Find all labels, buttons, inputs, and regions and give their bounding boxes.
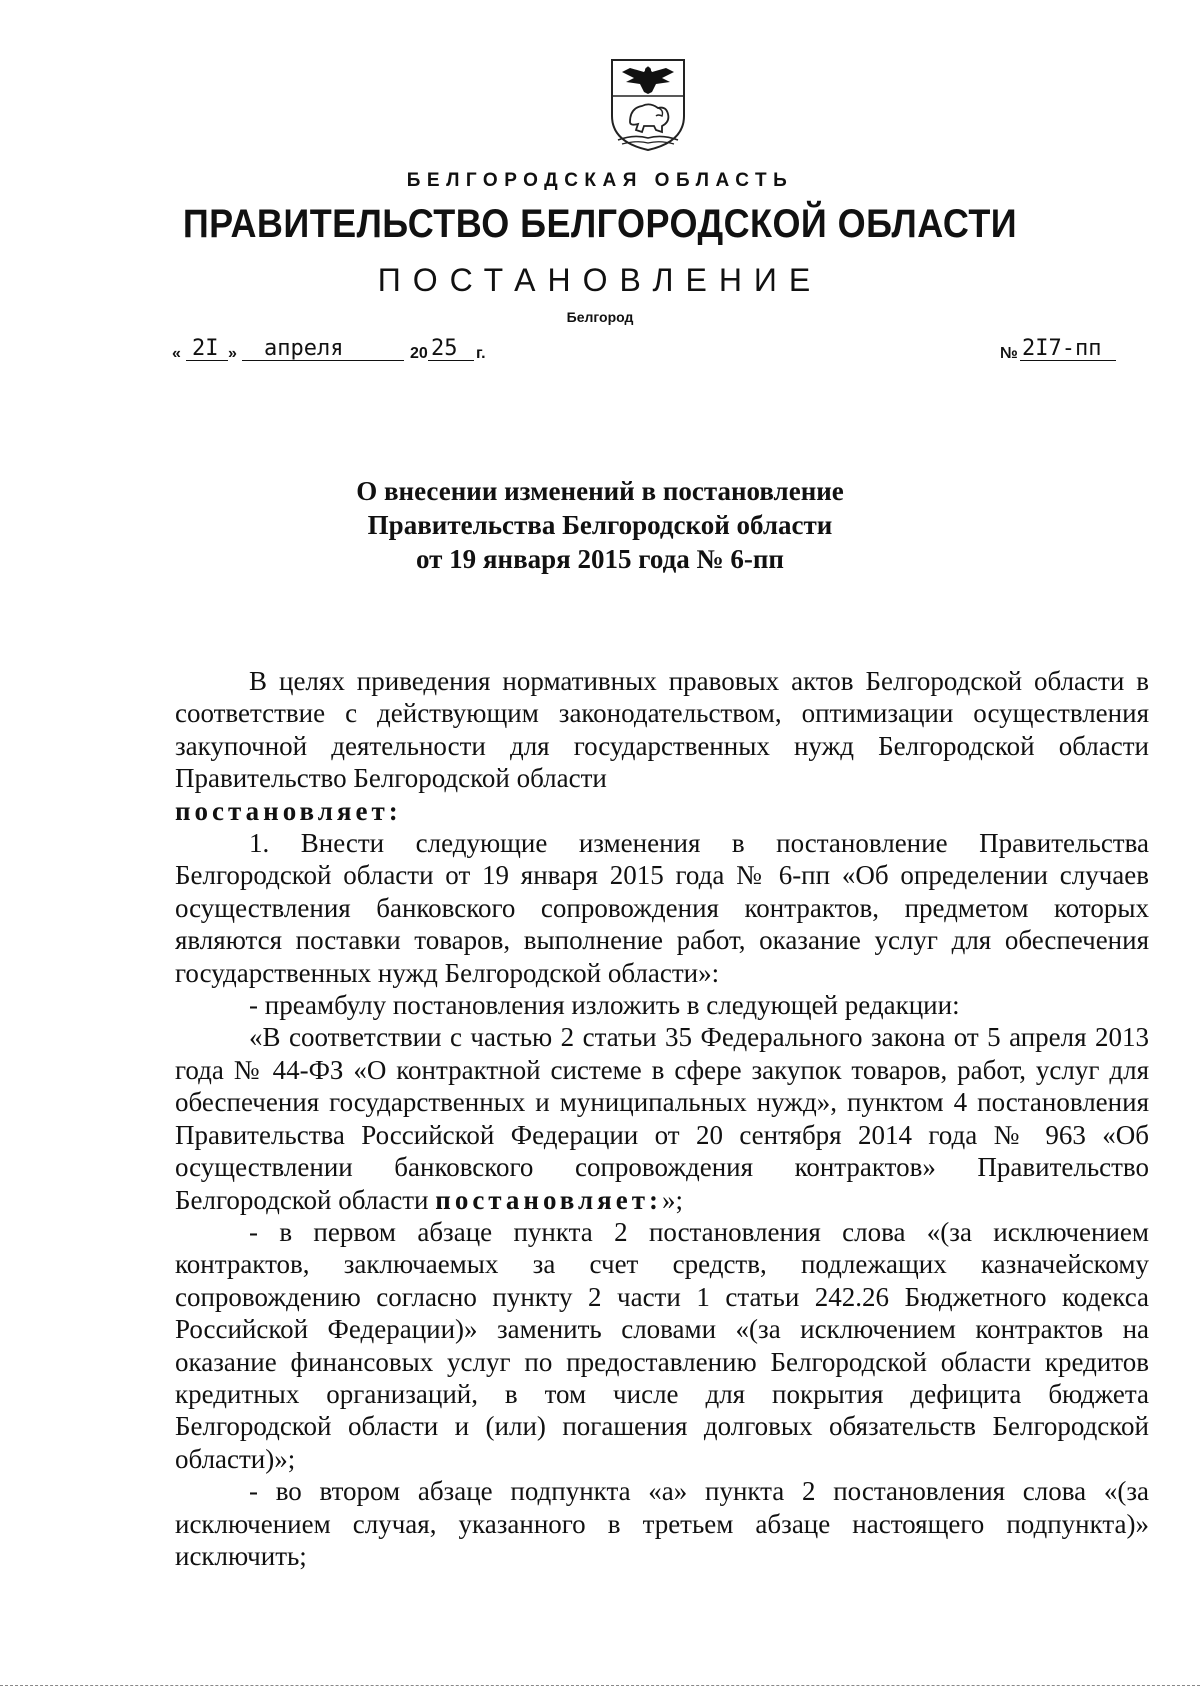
- region-name: БЕЛГОРОДСКАЯ ОБЛАСТЬ: [406, 170, 794, 191]
- paragraph-preamble-change: - преамбулу постановления изложить в следующей редакции:: [249, 990, 960, 1021]
- paragraph-subpoint-a-change: - во втором абзаце подпункта «а» пункта 2 постановления слова «(за исключением случая, указанного в третьем абзаце настоящего подпункта)» исключить;: [175, 1476, 1149, 1571]
- number-value: 2I7-пп: [1022, 336, 1102, 361]
- new-preamble-text: «В соответствии с частью 2 статьи 35 Федерального закона от 5 апреля 2013 года № 44-ФЗ «О контрактной системе в сфере закупок товаров, работ, услуг для обеспечения государственных и муниципальных нужд», пунктом 4 постановления Правительства Российской Федерации от 20 сентября 2014 года № 963 «Об осуществлении банковского сопровождения контрактов» Правительство Белгородской области: [175, 1022, 1149, 1215]
- subject-line-1: О внесении изменений в постановление: [356, 476, 844, 506]
- date-close-quote: »: [228, 345, 237, 362]
- date-year-mark: г.: [476, 345, 486, 362]
- coat-of-arms-icon: [600, 56, 696, 152]
- document-body: [175, 665, 1149, 1572]
- new-preamble-decree-word: постановляет:: [435, 1184, 663, 1215]
- paragraph-preamble: [175, 665, 1149, 827]
- document-subject: [0, 474, 1200, 576]
- page-bottom-divider: [0, 1685, 1200, 1686]
- date-day: 2I: [192, 336, 219, 361]
- paragraph-new-preamble: [175, 1021, 1149, 1215]
- decree-word: постановляет:: [175, 795, 402, 826]
- date-month: апреля: [264, 336, 344, 361]
- document-number: [1000, 336, 1150, 366]
- number-underline: [1020, 360, 1116, 361]
- date-open-quote: «: [172, 345, 181, 362]
- subject-line-3: от 19 января 2015 года № 6-пп: [416, 544, 784, 574]
- date-year-underline: [428, 360, 474, 361]
- date-day-underline: [186, 360, 228, 361]
- date-year-prefix: 20: [410, 345, 428, 362]
- document-type: ПОСТАНОВЛЕНИЕ: [377, 262, 823, 298]
- document-date: [172, 336, 532, 366]
- paragraph-point-2-change: - в первом абзаце пункта 2 постановления слова «(за исключением контрактов, заключаемых за счет средств, подлежащих казначейскому сопровождению согласно пункту 2 части 1 статьи 242.26 Бюджетного кодекса Российской Федерации)» заменить словами «(за исключением контрактов на оказание финансовых услуг по предоставлению Белгородской области кредитов кредитных организаций, в том числе для покрытия дефицита бюджета Белгородской области и (или) погашения долговых обязательств Белгородской области)»;: [175, 1216, 1149, 1474]
- government-name: ПРАВИТЕЛЬСТВО БЕЛГОРОДСКОЙ ОБЛАСТИ: [182, 202, 1018, 246]
- number-label: №: [1000, 345, 1018, 362]
- city-name: Белгород: [566, 309, 634, 325]
- preamble-text: В целях приведения нормативных правовых актов Белгородской области в соответствие с действующим законодательством, оптимизации осуществления закупочной деятельности для государственных нужд Белгородской области Правительство Белгородской области: [175, 666, 1149, 794]
- date-year-suffix: 25: [431, 336, 458, 361]
- new-preamble-tail: »;: [662, 1184, 684, 1215]
- date-month-underline: [242, 360, 404, 361]
- paragraph-item-1: 1. Внести следующие изменения в постановление Правительства Белгородской области от 19 января 2015 года № 6-пп «Об определении случаев осуществления банковского сопровождения контрактов, предметом которых являются поставки товаров, выполнение работ, оказание услуг для обеспечения государственных нужд Белгородской области»:: [175, 828, 1149, 988]
- subject-line-2: Правительства Белгородской области: [367, 510, 833, 540]
